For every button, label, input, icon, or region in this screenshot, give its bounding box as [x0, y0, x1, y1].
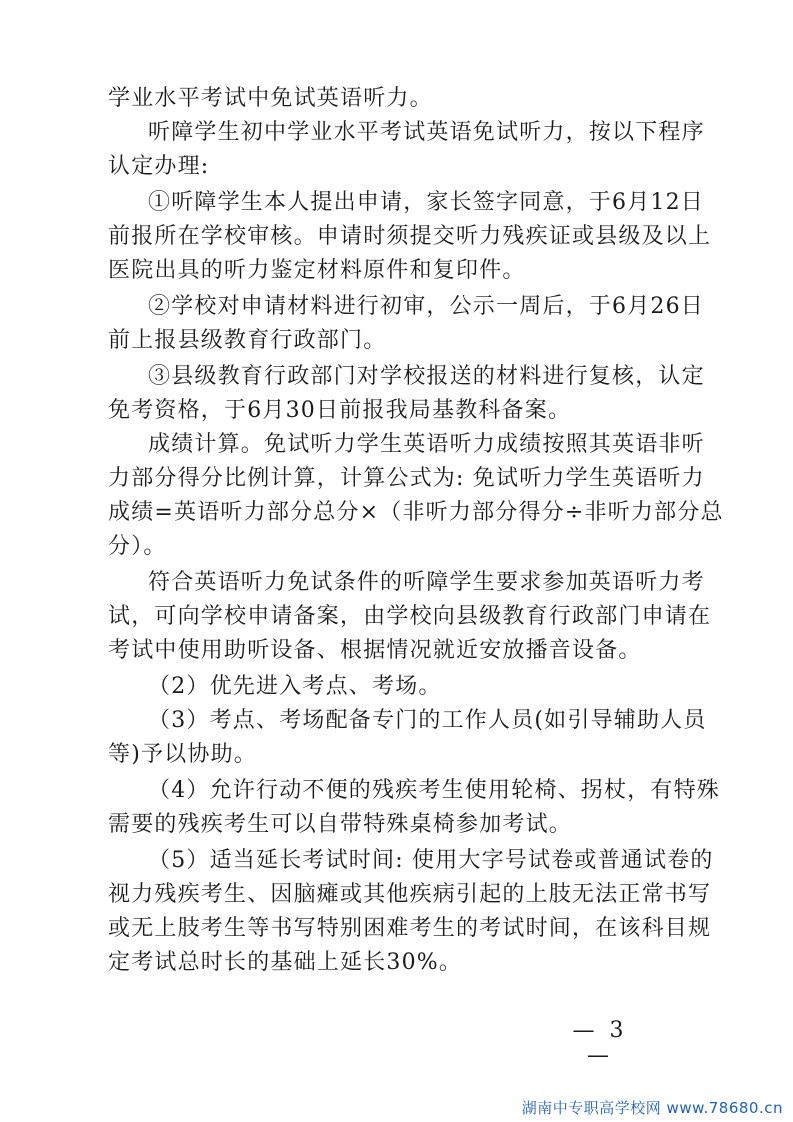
text-line: 分）。 — [108, 534, 167, 559]
text-line: （3）考点、考场配备专门的工作人员(如引导辅助人员 — [148, 708, 707, 733]
text-line: 认定办理: — [108, 154, 210, 179]
text-line: 医院出具的听力鉴定材料原件和复印件。 — [108, 258, 526, 283]
text-line: （5）适当延长考试时间: 使用大字号试卷或普通试卷的 — [148, 848, 714, 873]
text-line: ②学校对申请材料进行初审，公示一周后，于6月26日 — [148, 294, 704, 319]
text-line: 视力残疾考生、因脑瘫或其他疾病引起的上肢无法正常书写 — [108, 882, 712, 907]
text-line: 考试中使用助听设备、根据情况就近安放播音设备。 — [108, 638, 642, 663]
text-line: 定考试总时长的基础上延长30%。 — [108, 950, 463, 975]
text-line: 学业水平考试中免试英语听力。 — [108, 86, 433, 111]
text-line: 力部分得分比例计算，计算公式为: 免试听力学生英语听力 — [108, 466, 705, 491]
page-number: — 3 — — [572, 1018, 628, 1068]
site-watermark: 湖南中专职高学校网 www.78680.cn — [521, 1099, 783, 1117]
text-line: 试，可向学校申请备案，由学校向县级教育行政部门申请在 — [108, 604, 712, 629]
text-line: 成绩=英语听力部分总分×（非听力部分得分÷非听力部分总 — [108, 500, 724, 525]
text-line: 或无上肢考生等书写特别困难考生的考试时间，在该科目规 — [108, 916, 712, 941]
text-line: 前上报县级教育行政部门。 — [108, 328, 387, 353]
text-line: 免考资格，于6月30日前报我局基教科备案。 — [108, 398, 572, 423]
text-line: （4）允许行动不便的残疾考生使用轮椅、拐杖，有特殊 — [148, 778, 720, 803]
text-line: 听障学生初中学业水平考试英语免试听力，按以下程序 — [148, 120, 705, 145]
text-line: 等)予以协助。 — [108, 742, 257, 767]
text-line: 需要的残疾考生可以自带特殊桌椅参加考试。 — [108, 812, 573, 837]
text-line: ③县级教育行政部门对学校报送的材料进行复核，认定 — [148, 364, 705, 389]
text-line: 成绩计算。免试听力学生英语听力成绩按照其英语非听 — [148, 432, 705, 457]
text-line: ①听障学生本人提出申请，家长签字同意，于6月12日 — [148, 190, 704, 215]
text-line: 前报所在学校审核。申请时须提交听力残疾证或县级及以上 — [108, 224, 712, 249]
text-line: （2）优先进入考点、考场。 — [148, 674, 442, 699]
text-line: 符合英语听力免试条件的听障学生要求参加英语听力考 — [148, 570, 705, 595]
